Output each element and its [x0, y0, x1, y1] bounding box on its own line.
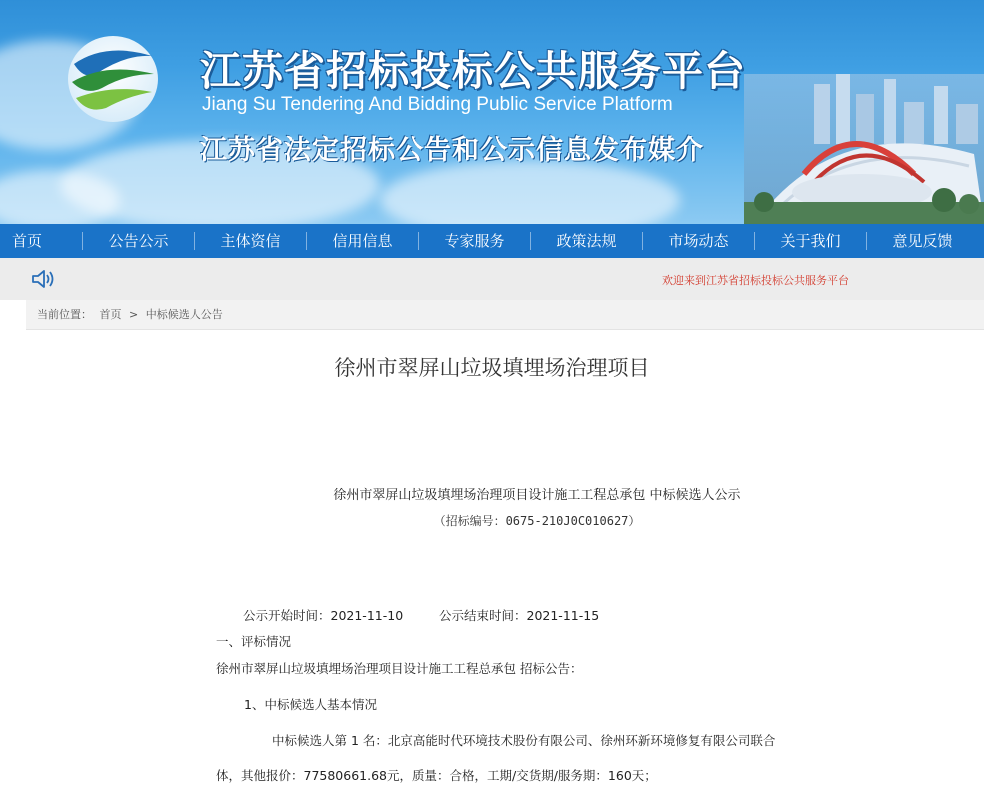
nav-item-announcements[interactable]: 公告公示 [108, 232, 169, 250]
site-logo-icon [66, 34, 160, 124]
notice-bar [0, 258, 984, 300]
nav-item-home[interactable]: 首页 [12, 232, 43, 250]
main-nav [0, 224, 984, 258]
welcome-marquee: 欢迎来到江苏省招标投标公共服务平台 [662, 274, 849, 287]
site-subtitle: 江苏省法定招标公告和公示信息发布媒介 [200, 135, 704, 166]
candidate-line: 体，其他报价：77580661.68元，质量：合格，工期/交货期/服务期：160天； [216, 768, 657, 783]
nav-item-credit-info[interactable]: 信用信息 [332, 232, 393, 250]
cloud-decoration [380, 160, 680, 224]
breadcrumb [26, 300, 984, 330]
nav-item-credentials[interactable]: 主体资信 [220, 232, 281, 250]
breadcrumb-separator: > [129, 308, 139, 321]
nav-item-expert-services[interactable]: 专家服务 [444, 232, 505, 250]
site-title: 江苏省招标投标公共服务平台 [200, 47, 746, 95]
notice-heading: 徐州市翠屏山垃圾填埋场治理项目设计施工工程总承包 中标候选人公示 [333, 488, 741, 503]
candidate-line: 中标候选人第 1 名：北京高能时代环境技术股份有限公司、徐州环新环境修复有限公司联合 [272, 733, 776, 748]
article-title: 徐州市翠屏山垃圾填埋场治理项目 [334, 356, 650, 380]
site-title-english: Jiang Su Tendering And Bidding Public Service Platform [202, 94, 673, 115]
breadcrumb-home-link[interactable]: 首页 [99, 308, 122, 321]
sub-heading: 1、中标候选人基本情况 [244, 697, 377, 712]
tender-code: （招标编号：0675-210J0C010627） [433, 514, 641, 528]
breadcrumb-current: 中标候选人公告 [145, 308, 223, 321]
stadium-illustration [744, 74, 984, 224]
publicity-end-time: 公示结束时间：2021-11-15 [439, 608, 600, 623]
nav-item-about[interactable]: 关于我们 [780, 232, 841, 250]
nav-item-feedback[interactable]: 意见反馈 [892, 232, 953, 250]
nav-item-policies[interactable]: 政策法规 [556, 232, 617, 250]
announcement-line: 徐州市翠屏山垃圾填埋场治理项目设计施工工程总承包 招标公告： [216, 661, 583, 676]
site-banner [0, 0, 984, 224]
publicity-start-time: 公示开始时间：2021-11-10 [243, 608, 404, 623]
speaker-icon [30, 268, 56, 290]
nav-item-market-news[interactable]: 市场动态 [668, 232, 729, 250]
breadcrumb-prefix: 当前位置： [37, 308, 92, 321]
section-heading: 一、评标情况 [216, 634, 292, 649]
